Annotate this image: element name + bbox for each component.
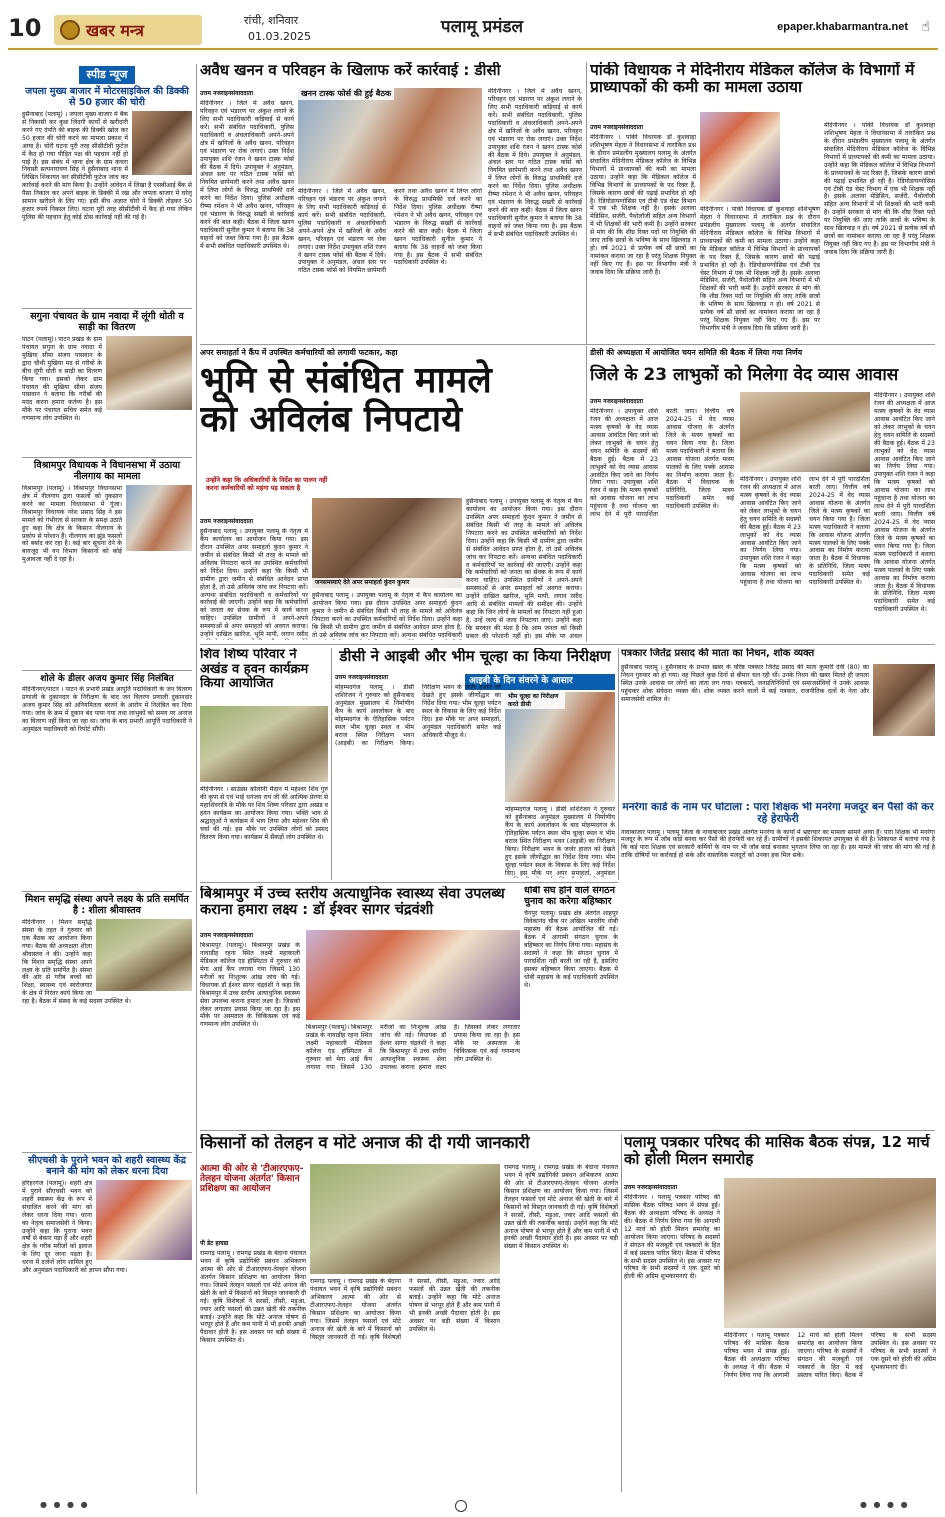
mla-portrait-photo	[700, 112, 780, 202]
press-council-body-b: मेदिनीनगर । पलामू पत्रकार परिषद की मासिक बैठक परिषद भवन में संपन्न हुई। बैठक की अध्यक्षता परिषद के अध्यक्ष ने की। बैठक में निर्णय लिया गया कि आगामी 12 मार्च को होली मिलन समारोह का आयोजन किया जाएगा। परिषद के सदस्यों ने संगठन की मजबूती एवं पत्रकारों के हित में कई प्रस्ताव पारित किए। बैठक में परिषद के सभी सदस्य उपस्थित थे। इस अवसर पर परिषद के सभी सदस्यों ने एक दूसरे को होली की अग्रिम शुभकामनाएं दी।	[724, 1332, 936, 1379]
officer-photo-caption: जनसमस्याएं देते अपर समाहर्ता कुंदन कुमार	[312, 578, 462, 588]
land-body-col3: हुसैनाबाद पलामू । उपायुक्त पलामू के नेतृत्व में कैंप कार्यालय का आयोजन किया गया। इस दौरान उपस्थित अपर समाहर्ता कुंदन कुमार ने जमीन से संबंधित किसी भी तरह के मामले को अविलंब निपटारा करने का उपस्थित कर्मचारियों को निर्देश दिया। उन्होंने कहा कि किसी भी ग्रामीण द्वारा जमीन से संबंधित आवेदन प्राप्त होता है, तो उसे अविलंब जांच कर निपटारा करें। अन्यथा संबंधित पदाधिकारी व कर्मचारियों पर कार्रवाई की जाएगी। उन्होंने कहा कि कर्मचारियों को जनता का सेवक के रूप में कार्य करना चाहिए। उपस्थित ग्रामीणों ने अपने-अपने समस्याओं से अपर समाहर्ता को अवगत कराया। उन्होंने दाखिल खारिज, भूमि मापी, लगान रसीद आदि से संबंधित मामलों की समीक्षा की। उन्होंने कहा कि जिन लोगों के मामलों का निपटारा नहीं हुआ है, उन्हें जल्द से जल्द निपटाया जाए। उन्होंने कहा कि सरकार की मंशा है कि आम जनता को किसी प्रकार की परेशानी नहीं हो। इस मौके पर अंचल	[466, 498, 582, 640]
panki-body-col3: मेदिनीनगर । पांकी विधायक डॉ कुशवाहा शशिभूषण मेहता ने विधानसभा में तारांकित प्रश्न के दौरान प्रमंडलीय मुख्यालय पलामू के अंतर्गत संचालित मेदिनीराय मेडिकल कॉलेज के विभिन्न विभागों में प्राध्यापकों की कमी का मामला उठाया। उन्होंने कहा कि मेडिकल कॉलेज में विभिन्न विभागों के प्राध्यापकों के पद रिक्त हैं, जिसके कारण छात्रों की पढ़ाई प्रभावित हो रही है। रेडियोडायग्नोसिस एवं टीबी एंड चेस्ट विभाग में एक भी शिक्षक नहीं है। इसके अलावा मेडिसिन, सर्जरी, पैथोलॉजी सहित अन्य विभागों में भी शिक्षकों की भारी कमी है। उन्होंने सरकार से मांग की कि शीघ्र रिक्त पदों पर नियुक्ति की जाए ताकि छात्रों के भविष्य के साथ खिलवाड़ न हो। वर्ष 2021 से प्रत्येक वर्ष सौ छात्रों का नामांकन कराया जा रहा है परंतु शिक्षक नियुक्त नहीं किए गए हैं। इस पर विभागीय मंत्री ने जवाब दिया कि प्रक्रिया जारी है।	[824, 122, 935, 256]
bhim-chulha-caption: भीम चूल्हा का निरीक्षण करते डीसी	[505, 692, 565, 709]
side-story-3-headline: विश्रामपुर विधायक ने विधानसभा में उठाया नीलगाय का मामला	[33, 460, 181, 482]
panki-byline: उत्तम नजराइनसंवाददाता	[590, 124, 644, 131]
epaper-link[interactable]: epaper.khabarmantra.net	[777, 21, 908, 33]
ved-vyas-body-a: मेदिनीनगर । उपायुक्त शशि रंजन की अध्यक्षता में आज मत्स्य कृषकों के वेद व्यास आवास आवंटित किए जाने को लेकर लाभुकों के चयन हेतु चयन समिति के सदस्यों की बैठक हुई। बैठक में 23 लाभुकों को वेद व्यास आवास आवंटित किए जाने का निर्णय लिया गया। उपायुक्त शशि रंजन ने कहा कि मत्स्य कृषकों को आवास योजना का लाभ पहुंचाना है तथा योजना का लाभ देने में पूरी पारदर्शिता बरती जाए। वित्तीय वर्ष 2024-25 में वेद व्यास आवास योजना के अंतर्गत जिले के मत्स्य कृषकों का चयन किया गया है। जिला मत्स्य पदाधिकारी ने बताया कि आवास योजना अंतर्गत मत्स्य पालकों के लिए पक्के आवास का निर्माण कराया जाता है। बैठक में विधायक के प्रतिनिधि, जिला मत्स्य पदाधिकारी समेत कई पदाधिकारी उपस्थित थे।	[590, 408, 734, 519]
section-title: पलामू प्रमंडल	[440, 17, 524, 37]
shiv-headline: शिव शिष्य परिवार ने अखंड व हवन कार्यक्रम किया आयोजित	[200, 648, 309, 692]
cloth-distribution-photo	[106, 336, 192, 410]
mining-headline: अवैध खनन व परिवहन के खिलाफ करें कार्रवाई : डीसी	[200, 62, 501, 79]
dhobi-story	[524, 886, 618, 1126]
speed-news-column	[22, 66, 192, 1491]
press-council-byline: उत्तम नजराइनसंवाददाता	[624, 1184, 678, 1191]
land-headline: भूमि से संबंधित मामले को अविलंब निपटाये	[200, 359, 492, 440]
dc-headline: डीसी ने आइबी और भीम चूल्हा का किया निरीक्षण	[339, 648, 611, 665]
health-story	[200, 886, 520, 1126]
press-council-headline: पलामू पत्रकार परिषद की मासिक बैठक संपन्न, 12 मार्च को होली मिलन समारोह	[624, 1134, 930, 1168]
shiv-body: मेदिनीनगर । साउंडस कॉलोनी मैदान में महेश्वर शिव गुरु की कृपा से एवं भाई धनंजय राय जी की आत्मिक प्रेरणा से महाशिवरात्रि के मौके पर शिव शिष्य परिवार द्वारा अखंड व हवन कार्यक्रम का आयोजन किया गया। भक्ति भाव से श्रद्धालुओं ने कार्यक्रम में भाग लिया और महेश्वर शिव की चर्चा की गई। इस मौके पर उपस्थित लोगों को प्रसाद वितरण किया गया। कार्यक्रम में सैकड़ों लोग उपस्थित थे।	[200, 786, 328, 841]
kisan-body-a: रामगढ़ पलामू । रामगढ़ प्रखंड के बेदाना पंचायत भवन में कृषि प्रद्योगिकी प्रबंधन अभिकरण आत्मा की ओर से टीआरएफए-तेलहन योजना अंतर्गत किसान प्रशिक्षण का आयोजन किया गया। जिसमें तेलहन फसलों एवं मोटे अनाज की खेती के बारे में किसानों को विस्तृत जानकारी दी गई। कृषि विशेषज्ञों ने सरसों, तीसी, मड़ुआ, ज्वार आदि फसलों की उन्नत खेती की तकनीक बताई। उन्होंने कहा कि मोटे अनाज पोषण से भरपूर होते हैं और कम पानी में भी इनकी अच्छी पैदावार होती है। इस अवसर पर बड़ी संख्या में किसान उपस्थित थे।	[200, 1250, 306, 1345]
task-force-meeting-photo	[298, 88, 482, 184]
eye-camp-photo	[306, 930, 520, 1020]
health-body-b: बिश्रामपुर (पलामू)। बिश्रामपुर प्रखंड के नावाडीह रहना स्थित लक्ष्मी महाकाली मेडिकल कॉलेज एंड हॉस्पिटल में गुरुवार को मेगा आई कैंप लगाया गया जिसमें 130 मरीजों का निःशुल्क आंख जांच की गई। विधायक डॉ ईश्वर सागर चंद्रवंशी ने कहा कि बिश्रामपुर में उच्च स्तरीय अत्याधुनिक स्वास्थ्य सेवा उपलब्ध कराना हमारा लक्ष्य है। जिसको लेकर लगातार प्रयास किया जा रहा है। इस मौके पर अस्पताल के चिकित्सक एवं कई गणमान्य लोग उपस्थित थे।	[306, 1024, 520, 1071]
kisan-body-c: रामगढ़ पलामू । रामगढ़ प्रखंड के बेदाना पंचायत भवन में कृषि प्रद्योगिकी प्रबंधन अभिकरण आत्मा की ओर से टीआरएफए-तेलहन योजना अंतर्गत किसान प्रशिक्षण का आयोजन किया गया। जिसमें तेलहन फसलों एवं मोटे अनाज की खेती के बारे में किसानों को विस्तृत जानकारी दी गई। कृषि विशेषज्ञों ने सरसों, तीसी, मड़ुआ, ज्वार आदि फसलों की उन्नत खेती की तकनीक बताई। उन्होंने कहा कि मोटे अनाज पोषण से भरपूर होते हैं और कम पानी में भी इनकी अच्छी पैदावार होती है। इस अवसर पर बड़ी संख्या में किसान उपस्थित थे।	[504, 1164, 618, 1251]
selection-meeting-photo	[740, 392, 870, 472]
side-story-4	[22, 674, 192, 892]
press-meeting-photo	[724, 1178, 936, 1328]
kisan-headline: किसानों को तेलहन व मोटे अनाज की दी गयी जानकारी	[200, 1134, 530, 1152]
side-story-5	[22, 895, 192, 1153]
side-story-3-body: विश्रामपुर (पलामू) । विश्रामपुर विधानसभा क्षेत्र में नीलगाय द्वारा फसलों को नुकसान करने का मामला विधानसभा में गूंजा। विश्रामपुर विधायक नरेश प्रसाद सिंह ने इस मामले को गंभीरता से सरकार के समक्ष उठाते हुए कहा कि क्षेत्र के किसान नीलगाय के प्रकोप से परेशान हैं। नीलगाय का झुंड फसलों को बर्बाद कर रहा है। कई बार सूचना देने के बावजूद भी वन विभाग किसानों को कोई मुआवजा नहीं दे रहा है।	[22, 485, 192, 661]
side-story-2-headline: सगुना पंचायत के ग्राम नवादा में लूंगी धोती व साड़ी का वितरण	[30, 311, 184, 333]
health-body-a: बिश्रामपुर (पलामू)। बिश्रामपुर प्रखंड के नावाडीह रहना स्थित लक्ष्मी महाकाली मेडिकल कॉलेज एंड हॉस्पिटल में गुरुवार को मेगा आई कैंप लगाया गया जिसमें 130 मरीजों का निःशुल्क आंख जांच की गई। विधायक डॉ ईश्वर सागर चंद्रवंशी ने कहा कि बिश्रामपुर में उच्च स्तरीय अत्याधुनिक स्वास्थ्य सेवा उपलब्ध कराना हमारा लक्ष्य है। जिसको लेकर लगातार प्रयास किया जा रहा है। इस मौके पर अस्पताल के चिकित्सक एवं कई गणमान्य लोग उपस्थित थे।	[200, 942, 300, 1029]
ved-vyas-body-c: मेदिनीनगर । उपायुक्त शशि रंजन की अध्यक्षता में आज मत्स्य कृषकों के वेद व्यास आवास आवंटित किए जाने को लेकर लाभुकों के चयन हेतु चयन समिति के सदस्यों की बैठक हुई। बैठक में 23 लाभुकों को वेद व्यास आवास आवंटित किए जाने का निर्णय लिया गया। उपायुक्त शशि रंजन ने कहा कि मत्स्य कृषकों को आवास योजना का लाभ पहुंचाना है तथा योजना का लाभ देने में पूरी पारदर्शिता बरती जाए। वित्तीय वर्ष 2024-25 में वेद व्यास आवास योजना के अंतर्गत जिले के मत्स्य कृषकों का चयन किया गया है। जिला मत्स्य पदाधिकारी ने बताया कि आवास योजना अंतर्गत मत्स्य पालकों के लिए पक्के आवास का निर्माण कराया जाता है। बैठक में विधायक के प्रतिनिधि, जिला मत्स्य पदाधिकारी समेत कई पदाधिकारी उपस्थित थे।	[874, 392, 935, 614]
press-council-body-a: मेदिनीनगर । पलामू पत्रकार परिषद की मासिक बैठक परिषद भवन में संपन्न हुई। बैठक की अध्यक्षता परिषद के अध्यक्ष ने की। बैठक में निर्णय लिया गया कि आगामी 12 मार्च को होली मिलन समारोह का आयोजन किया जाएगा। परिषद के सदस्यों ने संगठन की मजबूती एवं पत्रकारों के हित में कई प्रस्ताव पारित किए। बैठक में परिषद के सभी सदस्य उपस्थित थे। इस अवसर पर परिषद के सभी सदस्यों ने एक दूसरे को होली की अग्रिम शुभकामनाएं दी।	[624, 1194, 720, 1281]
ved-vyas-byline: उत्तम नजराइनसंवाददाता	[590, 398, 644, 405]
panki-headline: पांकी विधायक ने मेदिनीराय मेडिकल कॉलेज के विभागों में प्राध्यापकों की कमी का मामला उठाया	[590, 62, 915, 97]
task-force-caption: खनन टास्क फोर्स की हुई बैठक	[298, 88, 394, 100]
dc-inspection-story	[335, 648, 615, 878]
side-story-1	[22, 87, 192, 309]
mission-samriddhi-photo	[96, 919, 192, 991]
land-kicker: अपर समाहर्ता ने कैंप में उपस्थित कर्मचारियों को लगायी फटकार, कहा	[200, 348, 398, 357]
dc-byline: उत्तम नजराइनसंवाददाता	[335, 674, 389, 681]
city-day: रांची, शनिवार	[244, 14, 299, 27]
ved-vyas-story	[590, 348, 935, 640]
land-body-col2: हुसैनाबाद पलामू । उपायुक्त पलामू के नेतृत्व में कैंप कार्यालय का आयोजन किया गया। इस दौरान उपस्थित अपर समाहर्ता कुंदन कुमार ने जमीन से संबंधित किसी भी तरह के मामले को अविलंब निपटारा करने का उपस्थित कर्मचारियों को निर्देश दिया। उन्होंने कहा कि किसी भी ग्रामीण द्वारा जमीन से संबंधित आवेदन प्राप्त होता है, तो उसे अविलंब जांच कर निपटारा करें। अन्यथा संबंधित पदाधिकारी	[312, 592, 462, 639]
land-pull-quote: उन्होंने कहा कि अधिकारियों के निर्देश का पालन नहीं करना कर्मचारियों को महंगा पड़ सकता है	[206, 476, 328, 493]
mining-body-col1: मेदिनीनगर । जिले में अवैध खनन, परिवहन एवं भंडारण पर अंकुश लगाने के लिए सभी पदाधिकारी कड़ियाई से कार्य करें। सभी संबंधित पदाधिकारी, पुलिस पदाधिकारी व अंचलाधिकारी अपने-अपने क्षेत्र में खनिजों के अवैध खनन, परिवहन एवं भंडारण पर रोक लगाएं। उक्त निर्देश उपायुक्त शशि रंजन ने खनन टास्क फोर्स की बैठक में दिये। उपायुक्त ने अनुमंडल, अंचल स्तर पर गठित टास्क फोर्स को नियमित छापेमारी करने तथा अवैध खनन में लिप्त लोगों के विरुद्ध प्राथमिकी दर्ज करने का निर्देश दिया। पुलिस अधीक्षक रीष्मा रमेशन ने भी अवैध खनन, परिवहन एवं भंडारण के विरुद्ध सख्ती से कार्रवाई करने की बात कही। बैठक में जिला खनन पदाधिकारी सुनील कुमार ने बताया कि 38 वाहनों को जब्त किया गया है। इस बैठक में सभी संबंधित पदाधिकारी उपस्थित थे।	[200, 100, 294, 250]
manrega-headline: मनरेगा कार्ड के नाम पर घोटाला : पारा शिक्षक भी मनरेगा मजदूर बन पैसों की कर रहे हेराफेरी	[622, 802, 934, 825]
masthead	[8, 10, 938, 50]
farmer-training-photo	[310, 1164, 500, 1274]
side-story-3	[22, 461, 192, 671]
ved-vyas-headline: जिले के 23 लाभुकों को मिलेगा वेद व्यास आवास	[590, 364, 899, 385]
dhobi-headline: धोबी संघ होने वाले संगठन चुनाव का करेगा बहिष्कार	[524, 886, 615, 907]
side-story-4-headline: शोले के डीलर अजय कुमार सिंह निलंबित	[40, 674, 174, 685]
officer-review-photo	[312, 498, 462, 588]
bhim-chulha-photo	[505, 692, 615, 802]
health-headline: बिश्रामपुर में उच्च स्तरीय अत्याधुनिक स्वास्थ्य सेवा उपलब्ध कराना हमारा लक्ष्य : डॉ ईश्वर सागर चंद्रवंशी	[200, 886, 505, 919]
panki-body-col2: मेदिनीनगर । पांकी विधायक डॉ कुशवाहा शशिभूषण मेहता ने विधानसभा में तारांकित प्रश्न के दौरान प्रमंडलीय मुख्यालय पलामू के अंतर्गत संचालित मेदिनीराय मेडिकल कॉलेज के विभिन्न विभागों में प्राध्यापकों की कमी का मामला उठाया। उन्होंने कहा कि मेडिकल कॉलेज में विभिन्न विभागों के प्राध्यापकों के पद रिक्त हैं, जिसके कारण छात्रों की पढ़ाई प्रभावित हो रही है। रेडियोडायग्नोसिस एवं टीबी एंड चेस्ट विभाग में एक भी शिक्षक नहीं है। इसके अलावा मेडिसिन, सर्जरी, पैथोलॉजी सहित अन्य विभागों में भी शिक्षकों की भारी कमी है। उन्होंने सरकार से मांग की कि शीघ्र रिक्त पदों पर नियुक्ति की जाए ताकि छात्रों के भविष्य के साथ खिलवाड़ न हो। वर्ष 2021 से प्रत्येक वर्ष सौ छात्रों का नामांकन कराया जा रहा है परंतु शिक्षक नियुक्त नहीं किए गए हैं। इस पर विभागीय मंत्री ने जवाब दिया कि प्रक्रिया जारी है।	[700, 206, 820, 333]
side-story-4-body: मेदिनीनगर/पाटन । पाटन के प्रभारी प्रखंड आपूर्ति पदाधिकारी के जन वितरण प्रणाली के दुकानदार के निरीक्षण के बाद जन वितरण प्रणाली दुकानदार अजय कुमार सिंह को अनियमितता बरतने के आरोप में निलंबित कर दिया गया। जांच के क्रम में दुकान बंद पाया गया तथा लाभुकों को समय पर अनाज का वितरण नहीं किया जा रहा था। जांच के बाद प्रभारी आपूर्ति पदाधिकारी ने अनुमंडल पदाधिकारी को रिपोर्ट सौंपी।	[22, 686, 192, 734]
press-council-story	[624, 1134, 936, 1490]
ved-vyas-kicker: डीसी की अध्यक्षता में आयोजित चयन समिति की बैठक में लिया गया निर्णय	[590, 348, 803, 357]
side-story-6-body: हरिहरगंज (पलामू)। शहरी क्षेत्र में पुराने सीएचसी भवन को शहरी स्वास्थ्य केंद्र के रूप में संचालित करने की मांग को लेकर धरना दिया गया। धरना का नेतृत्व समाजसेवी ने किया। उन्होंने कहा कि पुराना भवन वर्षों से बेकार पड़ा है और शहरी क्षेत्र के गरीब मरीजों को इलाज के लिए दूर जाना पड़ता है। धरना में दर्जनों लोग शामिल हुए और अनुमंडल पदाधिकारी को ज्ञापन सौंपा गया।	[22, 1180, 192, 1491]
side-story-1-headline: जपला मुख्य बाजार में मोटरसाइकिल की डिक्की से 50 हजार की चोरी	[25, 86, 189, 108]
side-story-2	[22, 312, 192, 458]
panki-body-col1: मेदिनीनगर । पांकी विधायक डॉ कुशवाहा शशिभूषण मेहता ने विधानसभा में तारांकित प्रश्न के दौरान प्रमंडलीय मुख्यालय पलामू के अंतर्गत संचालित मेदिनीराय मेडिकल कॉलेज के विभिन्न विभागों में प्राध्यापकों की कमी का मामला उठाया। उन्होंने कहा कि मेडिकल कॉलेज में विभिन्न विभागों के प्राध्यापकों के पद रिक्त हैं, जिसके कारण छात्रों की पढ़ाई प्रभावित हो रही है। रेडियोडायग्नोसिस एवं टीबी एंड चेस्ट विभाग में एक भी शिक्षक नहीं है। इसके अलावा मेडिसिन, सर्जरी, पैथोलॉजी सहित अन्य विभागों में भी शिक्षकों की भारी कमी है। उन्होंने सरकार से मांग की कि शीघ्र रिक्त पदों पर नियुक्ति की जाए ताकि छात्रों के भविष्य के साथ खिलवाड़ न हो। वर्ष 2021 से प्रत्येक वर्ष सौ छात्रों का नामांकन कराया जा रहा है परंतु शिक्षक नियुक्त नहीं किए गए हैं। इस पर विभागीय मंत्री ने जवाब दिया कि प्रक्रिया जारी है।	[590, 134, 696, 276]
side-story-1-body: हुसैनाबाद (पलामू) । जपला मुख्य बाजार में बैंक से निकासी कर कुछ जिंदगी कार्यों से खरीदारी करने गए दंपति की बाइक की डिक्की खोल कर 50 हजार की चोरी करने का मामला प्रकाश में आया है। चोरी घटना पूरी तरह सीसीटीवी फुटेज में कैद हो गया पीड़ित पक्ष की पहचान नहीं हो पाई है। इस संबंध में थाना क्षेत्र के ग्राम कचरा निवासी सत्यनारायण सिंह ने हुसैनाबाद थाना में लिखित शिकायत कर सीसीटीवी फुटेज जांच कर कार्रवाई करने की मांग किया है। उन्होंने आवेदन में लिखा है एसबीआई बैंक से पैसा निकाल कर अपने बाइक के डिक्की में रख और जपला बाजार में घरेलू सामान खरीदने के लिए गए। इसी बीच अज्ञात चोरों ने डिक्की तोड़कर 50 हजार रुपये निकाल लिए। घटना पूरी तरह सीसीटीवी में कैद हो गया लेकिन पुलिस की पहचान हेतु कोई ठोस कार्रवाई नहीं की गई है।	[22, 110, 192, 222]
kisan-story	[200, 1134, 618, 1490]
kisan-body-b: रामगढ़ पलामू । रामगढ़ प्रखंड के बेदाना पंचायत भवन में कृषि प्रद्योगिकी प्रबंधन अभिकरण आत्मा की ओर से टीआरएफए-तेलहन योजना अंतर्गत किसान प्रशिक्षण का आयोजन किया गया। जिसमें तेलहन फसलों एवं मोटे अनाज की खेती के बारे में किसानों को विस्तृत जानकारी दी गई। कृषि विशेषज्ञों ने सरसों, तीसी, मड़ुआ, ज्वार आदि फसलों की उन्नत खेती की तकनीक बताई। उन्होंने कहा कि मोटे अनाज पोषण से भरपूर होते हैं और कम पानी में भी इनकी अच्छी पैदावार होती है। इस अवसर पर बड़ी संख्या में किसान उपस्थित थे।	[310, 1278, 500, 1341]
dhobi-body-top: चैनपुर पलामू। प्रखंड क्षेत्र अंतर्गत शाहपुर विवेकानंद चौक पर अखिल भारतीय धोबी महासंघ की बैठक आयोजित की गई। बैठक में आगामी संगठन चुनाव के बहिष्कार का निर्णय लिया गया। महासंघ के सदस्यों ने कहा कि संगठन चुनाव में पारदर्शिता नहीं बरती जा रही है, इसलिए इसका बहिष्कार किया जाएगा। बैठक में धोबी महासंघ के कई पदाधिकारी उपस्थित थे।	[524, 910, 618, 989]
mla-assembly-photo	[126, 485, 192, 551]
land-byline: उत्तम नजराइनसंवाददाता	[200, 518, 254, 525]
side-story-5-headline: मिशन समृद्धि संस्था अपने लक्ष्य के प्रति समर्पित है : शीला श्रीवास्तव	[25, 894, 189, 916]
shiv-story	[200, 648, 328, 878]
land-body-col1: हुसैनाबाद पलामू । उपायुक्त पलामू के नेतृत्व में कैंप कार्यालय का आयोजन किया गया। इस दौरान उपस्थित अपर समाहर्ता कुंदन कुमार ने जमीन से संबंधित किसी भी तरह के मामले को अविलंब निपटारा करने का उपस्थित कर्मचारियों को निर्देश दिया। उन्होंने कहा कि किसी भी ग्रामीण द्वारा जमीन से संबंधित आवेदन प्राप्त होता है, तो उसे अविलंब जांच कर निपटारा करें। अन्यथा संबंधित पदाधिकारी व कर्मचारियों पर कार्रवाई की जाएगी। उन्होंने कहा कि कर्मचारियों को जनता का सेवक के रूप में कार्य करना चाहिए। उपस्थित ग्रामीणों ने अपने-अपने समस्याओं से अपर समाहर्ता को अवगत कराया। उन्होंने दाखिल खारिज, भूमि मापी, लगान रसीद	[200, 528, 308, 639]
kisan-byline: पी डेट हायडा	[200, 1240, 229, 1247]
mining-story	[200, 62, 582, 342]
speed-news-label: स्पीड न्यूज	[79, 66, 136, 84]
mining-body-col2: मेदिनीनगर । जिले में अवैध खनन, परिवहन एवं भंडारण पर अंकुश लगाने के लिए सभी पदाधिकारी कड़ियाई से कार्य करें। सभी संबंधित पदाधिकारी, पुलिस पदाधिकारी व अंचलाधिकारी अपने-अपने क्षेत्र में खनिजों के अवैध खनन, परिवहन एवं भंडारण पर रोक लगाएं। उक्त निर्देश उपायुक्त शशि रंजन ने खनन टास्क फोर्स की बैठक में दिये। उपायुक्त ने अनुमंडल, अंचल स्तर पर गठित टास्क फोर्स को नियमित छापेमारी करने तथा अवैध खनन में लिप्त लोगों के विरुद्ध प्राथमिकी दर्ज करने का निर्देश दिया। पुलिस अधीक्षक रीष्मा रमेशन ने भी अवैध खनन, परिवहन एवं भंडारण के विरुद्ध सख्ती से कार्रवाई करने की बात कही। बैठक में जिला खनन पदाधिकारी सुनील कुमार ने बताया कि 38 वाहनों को जब्त किया गया है। इस बैठक में सभी संबंधित पदाधिकारी उपस्थित थे।	[298, 188, 482, 275]
side-story-2-body: पाटन (पलामू)। पाटन प्रखंड के ग्राम पंचायत सगुना के ग्राम नवादा में मुखिया सीमा संजय पासवान के द्वारा चौथी मुखिया मद से गरीबों के बीच लूंगी धोती व साड़ी का वितरण किया गया। इसको लेकर ग्राम पंचायत की मुखिया सीमा संजय पासवान ने बताया कि गरीबों की मदद करना हमारा कर्तव्य है। इस मौके पर पंचायत सचिव समेत कई गणमान्य लोग उपस्थित थे।	[22, 336, 192, 450]
print-color-bar-right: ● ● ● ●	[860, 1500, 910, 1509]
land-story	[200, 348, 582, 640]
brand-emblem-icon	[60, 20, 80, 40]
brand-logo	[54, 15, 202, 45]
kisan-subhead: आत्मा की ओर से 'टीआरएफए-तेलहन योजना अंतर्गत' किसान प्रशिक्षण का आयोजन	[200, 1164, 304, 1195]
deceased-portrait-photo	[873, 664, 935, 736]
dc-body-b: मोहम्मदगंज पलामू । डीसी शशिरंजन ने गुरुवार को हुसैनाबाद अनुमंडल मुख्यालय में निर्माणीय कैंप के कार्य अवलोकन के बाद मोहम्मदगंज के ऐतिहासिक पर्यटन स्थल भीम चूल्हा स्थल व भीम बराज स्थित निरीक्षण भवन (आइबी) का निरीक्षण किया। निरीक्षण भवन के जर्जर हालत को देखते हुए इसके जीर्णोद्धार का निर्देश दिया गया। भीम चूल्हा पर्यटन स्थल के विकास के लिए कई निर्देश दिए। इस मौके पर अपर समाहर्ता, अनुमंडल	[505, 806, 615, 877]
registration-mark-icon	[455, 1500, 467, 1512]
mining-byline: उत्तम नजराइनसंवाददाता	[200, 90, 254, 97]
side-story-6	[22, 1156, 192, 1491]
hand-cursor-icon: ☝	[921, 19, 930, 35]
print-color-bar: ● ● ● ●	[40, 1500, 90, 1509]
panki-story	[590, 62, 935, 342]
brand-name: खबर मन्त्र	[86, 21, 144, 40]
dc-subhead: आइबी के दिन संवरने के आसार	[465, 674, 615, 690]
dharna-photo	[96, 1180, 192, 1260]
issue-date: 01.03.2025	[248, 30, 311, 43]
obituary-story	[621, 648, 935, 798]
health-byline: उत्तम नजराइनसंवाददाता	[200, 932, 254, 939]
obituary-body: हुसैनाबाद पलामू । हुसैनाबाद के प्रभात खबर के वरिष्ठ पत्रकार जितेंद्र प्रसाद की माता कुमारी देवी (80) का निधन गुरुवार को हो गया। वह पिछले कुछ दिनों से बीमार चल रही थीं। उनके निधन की खबर मिलते ही जपला स्थित उनके आवास पर लोगों का तांता लग गया। पत्रकारों, जनप्रतिनिधियों एवं समाजसेवियों ने उनके आवास पहुंचकर शोक संवेदना व्यक्त की। शोक व्यक्त करने वालों में कई पत्रकार, राजनीतिक दलों के नेता और समाजसेवी शामिल थे।	[621, 664, 935, 798]
ved-vyas-body-b: मेदिनीनगर । उपायुक्त शशि रंजन की अध्यक्षता में आज मत्स्य कृषकों के वेद व्यास आवास आवंटित किए जाने को लेकर लाभुकों के चयन हेतु चयन समिति के सदस्यों की बैठक हुई। बैठक में 23 लाभुकों को वेद व्यास आवास आवंटित किए जाने का निर्णय लिया गया। उपायुक्त शशि रंजन ने कहा कि मत्स्य कृषकों को आवास योजना का लाभ पहुंचाना है तथा योजना का लाभ देने में पूरी पारदर्शिता बरती जाए। वित्तीय वर्ष 2024-25 में वेद व्यास आवास योजना के अंतर्गत जिले के मत्स्य कृषकों का चयन किया गया है। जिला मत्स्य पदाधिकारी ने बताया कि आवास योजना अंतर्गत मत्स्य पालकों के लिए पक्के आवास का निर्माण कराया जाता है। बैठक में विधायक के प्रतिनिधि, जिला मत्स्य पदाधिकारी समेत कई पदाधिकारी उपस्थित थे।	[740, 476, 870, 587]
page-number: 10	[8, 14, 42, 42]
havan-photo	[200, 706, 328, 782]
dc-body-a: मोहम्मदगंज पलामू । डीसी शशिरंजन ने गुरुवार को हुसैनाबाद अनुमंडल मुख्यालय में निर्माणीय कैंप के कार्य अवलोकन के बाद मोहम्मदगंज के ऐतिहासिक पर्यटन स्थल भीम चूल्हा स्थल व भीम बराज स्थित निरीक्षण भवन (आइबी) का निरीक्षण किया। निरीक्षण भवन के जर्जर हालत को देखते हुए इसके जीर्णोद्धार का निर्देश दिया गया। भीम चूल्हा पर्यटन स्थल के विकास के लिए कई निर्देश दिए। इस मौके पर अपर समाहर्ता, अनुमंडल पदाधिकारी समेत कई अधिकारी मौजूद थे।	[335, 684, 501, 747]
side-story-5-body: मेदिनीनगर । मिशन समृद्धि संस्था के तहत ने गुरुवार को एक बैठक का आयोजन किया गया। बैठक की अध्यक्षता शीला श्रीवास्तव ने की। उन्होंने कहा कि मिशन समृद्धि संस्था अपने लक्ष्य के प्रति समर्पित है। संस्था की ओर से गरीब बच्चों को शिक्षा, स्वास्थ्य एवं स्वरोजगार के क्षेत्र में निरंतर कार्य किया जा रहा है। बैठक में संस्था के कई सदस्य उपस्थित थे।	[22, 919, 192, 1143]
side-story-6-headline: सीएचसी के पुराने भवन को शहरी स्वास्थ्य केंद्र बनाने की मांग को लेकर धरना दिया	[28, 1155, 186, 1177]
bike-theft-photo	[132, 111, 192, 175]
manrega-body: नावाबाजार पलामू । पलामू जिला के नावाबाजार प्रखंड अंतर्गत मनरेगा के कार्यों में भ्रष्टाचार का मामला सामने आया है। पारा शिक्षक भी मनरेगा मजदूर के रूप में जॉब कार्ड बनवा कर पैसों की हेराफेरी कर रहे हैं। ग्रामीणों ने इसकी शिकायत उपायुक्त से की है। शिकायत में बताया गया है कि कई पारा शिक्षक एवं सरकारी कर्मियों के नाम पर भी जॉब कार्ड बनाकर भुगतान लिया जा रहा है। इस मामले की जांच की मांग की गई है ताकि दोषियों पर कार्रवाई हो सके और वास्तविक मजदूरों को उनका हक मिल सके।	[621, 828, 935, 860]
mining-body-col3: मेदिनीनगर । जिले में अवैध खनन, परिवहन एवं भंडारण पर अंकुश लगाने के लिए सभी पदाधिकारी कड़ियाई से कार्य करें। सभी संबंधित पदाधिकारी, पुलिस पदाधिकारी व अंचलाधिकारी अपने-अपने क्षेत्र में खनिजों के अवैध खनन, परिवहन एवं भंडारण पर रोक लगाएं। उक्त निर्देश उपायुक्त शशि रंजन ने खनन टास्क फोर्स की बैठक में दिये। उपायुक्त ने अनुमंडल, अंचल स्तर पर गठित टास्क फोर्स को नियमित छापेमारी करने तथा अवैध खनन में लिप्त लोगों के विरुद्ध प्राथमिकी दर्ज करने का निर्देश दिया। पुलिस अधीक्षक रीष्मा रमेशन ने भी अवैध खनन, परिवहन एवं भंडारण के विरुद्ध सख्ती से कार्रवाई करने की बात कही। बैठक में जिला खनन पदाधिकारी सुनील कुमार ने बताया कि 38 वाहनों को जब्त किया गया है। इस बैठक में सभी संबंधित पदाधिकारी उपस्थित थे।	[488, 88, 582, 238]
obituary-headline: पत्रकार जितेंद्र प्रसाद की माता का निधन, शोक व्यक्त	[621, 648, 815, 659]
